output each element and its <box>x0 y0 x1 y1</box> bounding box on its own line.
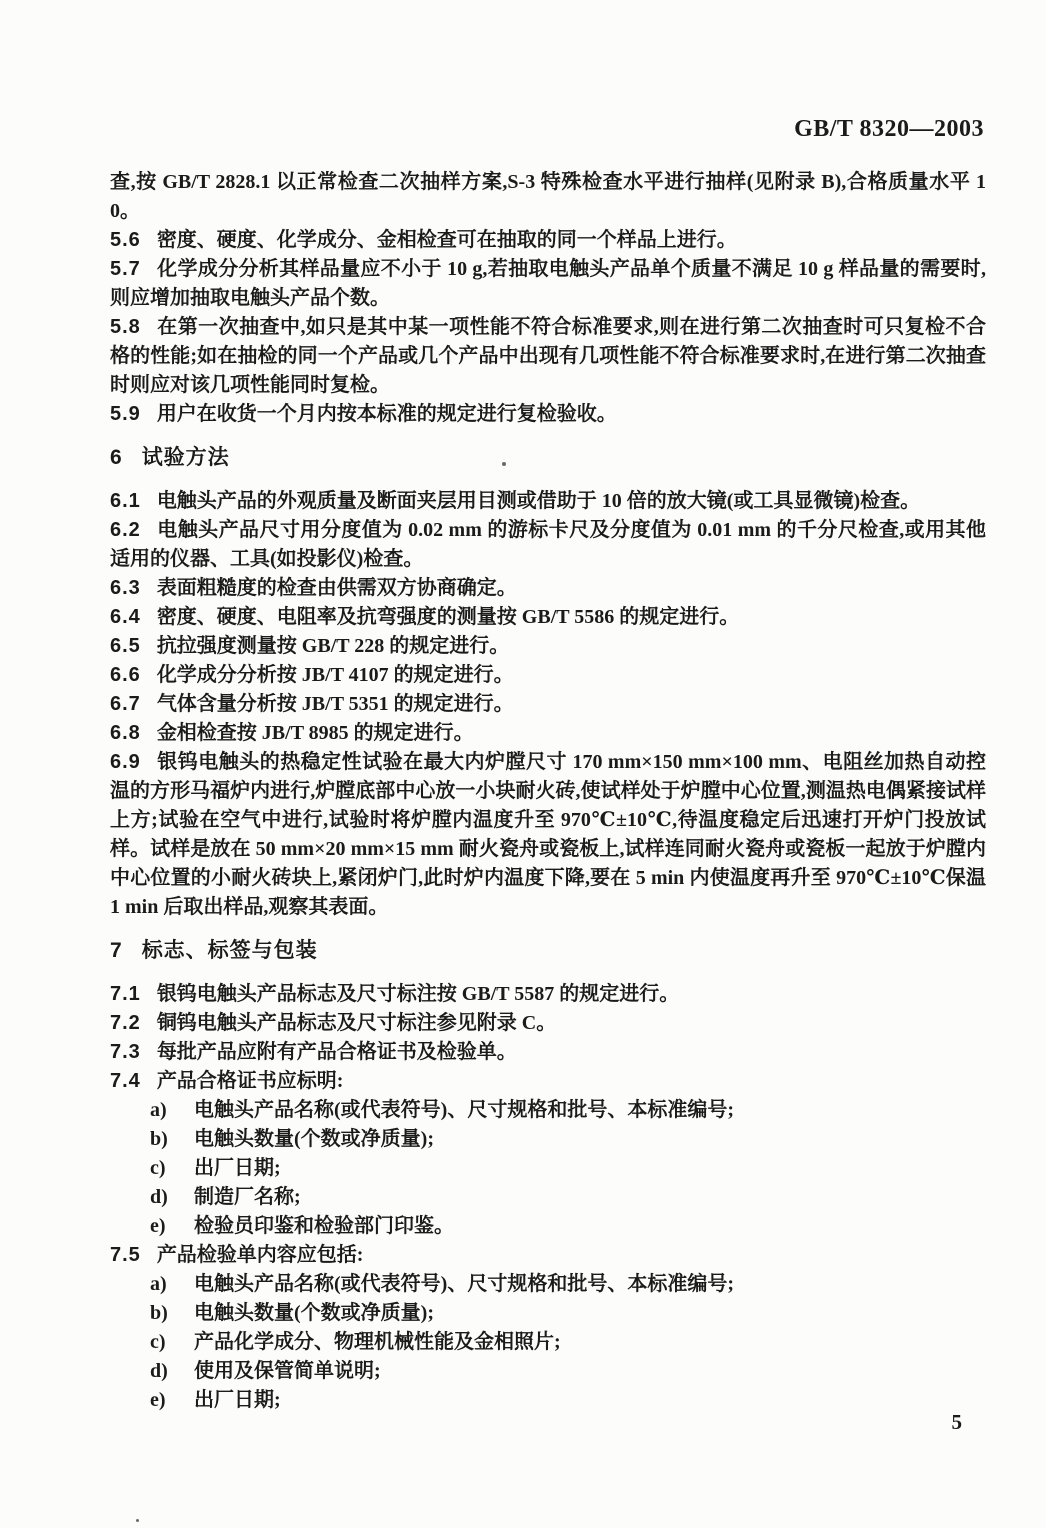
list-text: 出厂日期; <box>194 1157 281 1179</box>
clause-text: 抗拉强度测量按 GB/T 228 的规定进行。 <box>156 635 510 657</box>
list-item-7-5-e <box>110 1386 986 1415</box>
clause-text: 银钨电触头的热稳定性试验在最大内炉膛尺寸 170 mm×150 mm×100 mm、电阻丝加热自动控温的方形马福炉内进行,炉膛底部中心放一小块耐火砖,使试样处于炉膛中心位置,测温热电偶紧接试样上方;试验在空气中进行,试验时将炉膛内温度升至 970℃±10℃,待温度稳定后迅速打开炉门投放试样。试样是放在 50 mm×20 mm×15 mm 耐火瓷舟或瓷板上,试样连同耐火瓷舟或瓷板一起放于炉膛内中心位置的小耐火砖块上,紧闭炉门,此时炉内温度下降,要在 5 min 内使温度再升至 970℃±10℃保温 1 min 后取出样品,观察其表面。 <box>110 751 986 918</box>
clause-text: 产品检验单内容应包括: <box>156 1244 364 1266</box>
list-marker: b) <box>150 1128 168 1150</box>
clause-text: 用户在收货一个月内按本标准的规定进行复检验收。 <box>156 403 617 425</box>
list-text: 产品化学成分、物理机械性能及金相照片; <box>194 1331 561 1353</box>
list-marker: e) <box>150 1389 166 1411</box>
clause-number: 5.9 <box>110 403 141 425</box>
list-marker: a) <box>150 1099 167 1121</box>
section-6-heading <box>110 443 986 472</box>
clause-number: 7.5 <box>110 1244 141 1266</box>
list-item-7-4-e <box>110 1212 986 1241</box>
list-text: 电触头数量(个数或净质量); <box>194 1128 434 1150</box>
clause-number: 6.4 <box>110 606 141 628</box>
list-item-7-4-a <box>110 1096 986 1125</box>
clause-6-1 <box>110 487 986 516</box>
clause-text: 铜钨电触头产品标志及尺寸标注参见附录 C。 <box>156 1012 557 1034</box>
section-7-heading <box>110 936 986 965</box>
page-number: 5 <box>951 1410 962 1434</box>
clause-text: 产品合格证书应标明: <box>156 1070 344 1092</box>
clause-7-5 <box>110 1241 986 1270</box>
clause-text: 金相检查按 JB/T 8985 的规定进行。 <box>156 722 474 744</box>
clause-6-8 <box>110 719 986 748</box>
clause-number: 6.9 <box>110 751 141 773</box>
clause-6-9 <box>110 748 986 922</box>
section-number: 6 <box>110 446 123 469</box>
clause-number: 5.8 <box>110 316 141 338</box>
clause-7-3 <box>110 1038 986 1067</box>
clause-text: 化学成分分析按 JB/T 4107 的规定进行。 <box>156 664 514 686</box>
section-number: 7 <box>110 939 123 962</box>
scan-artifact-dot <box>136 1519 139 1522</box>
clause-text: 密度、硬度、电阻率及抗弯强度的测量按 GB/T 5586 的规定进行。 <box>156 606 740 628</box>
clause-number: 7.1 <box>110 983 141 1005</box>
clause-text: 密度、硬度、化学成分、金相检查可在抽取的同一个样品上进行。 <box>156 229 737 251</box>
clause-text: 化学成分分析其样品量应不小于 10 g,若抽取电触头产品单个质量不满足 10 g 样品量的需要时,则应增加抽取电触头产品个数。 <box>110 258 986 309</box>
clause-number: 6.5 <box>110 635 141 657</box>
list-text: 使用及保管简单说明; <box>194 1360 381 1382</box>
clause-number: 5.6 <box>110 229 141 251</box>
clause-6-6 <box>110 661 986 690</box>
list-text: 出厂日期; <box>194 1389 281 1411</box>
list-item-7-5-a <box>110 1270 986 1299</box>
clause-number: 6.7 <box>110 693 141 715</box>
page-body <box>110 168 986 1415</box>
clause-6-5 <box>110 632 986 661</box>
list-item-7-5-d <box>110 1357 986 1386</box>
clause-7-1 <box>110 980 986 1009</box>
list-item-7-4-c <box>110 1154 986 1183</box>
list-marker: a) <box>150 1273 167 1295</box>
clause-number: 7.3 <box>110 1041 141 1063</box>
list-marker: c) <box>150 1331 166 1353</box>
list-marker: c) <box>150 1157 166 1179</box>
list-item-7-4-b <box>110 1125 986 1154</box>
clause-7-2 <box>110 1009 986 1038</box>
list-item-7-5-c <box>110 1328 986 1357</box>
clause-number: 6.1 <box>110 490 141 512</box>
clause-text: 银钨电触头产品标志及尺寸标注按 GB/T 5587 的规定进行。 <box>156 983 680 1005</box>
clause-number: 6.2 <box>110 519 141 541</box>
scan-artifact-dot <box>502 462 506 466</box>
list-item-7-4-d <box>110 1183 986 1212</box>
section-title: 试验方法 <box>141 446 230 469</box>
list-marker: d) <box>150 1186 168 1208</box>
clause-6-7 <box>110 690 986 719</box>
list-marker: e) <box>150 1215 166 1237</box>
standard-code: GB/T 8320—2003 <box>794 116 984 142</box>
clause-5-7 <box>110 255 986 313</box>
clause-6-2 <box>110 516 986 574</box>
list-text: 检验员印鉴和检验部门印鉴。 <box>194 1215 454 1237</box>
clause-number: 6.6 <box>110 664 141 686</box>
clause-5-9 <box>110 400 986 429</box>
clause-text: 电触头产品的外观质量及断面夹层用目测或借助于 10 倍的放大镜(或工具显微镜)检查。 <box>156 490 921 512</box>
clause-number: 7.2 <box>110 1012 141 1034</box>
list-text: 电触头产品名称(或代表符号)、尺寸规格和批号、本标准编号; <box>194 1273 734 1295</box>
clause-number: 6.8 <box>110 722 141 744</box>
clause-5-8 <box>110 313 986 400</box>
section-title: 标志、标签与包装 <box>141 939 318 962</box>
clause-number: 7.4 <box>110 1070 141 1092</box>
list-marker: d) <box>150 1360 168 1382</box>
clause-text: 每批产品应附有产品合格证书及检验单。 <box>156 1041 517 1063</box>
clause-7-4 <box>110 1067 986 1096</box>
clause-6-3 <box>110 574 986 603</box>
clause-6-4 <box>110 603 986 632</box>
list-text: 电触头数量(个数或净质量); <box>194 1302 434 1324</box>
paragraph-continuation: 查,按 GB/T 2828.1 以正常检查二次抽样方案,S-3 特殊检查水平进行抽样(见附录 B),合格质量水平 10。 <box>110 171 986 222</box>
clause-5-6 <box>110 226 986 255</box>
clause-text: 在第一次抽查中,如只是其中某一项性能不符合标准要求,则在进行第二次抽查时可只复检不合格的性能;如在抽检的同一个产品或几个产品中出现有几项性能不符合标准要求时,在进行第二次抽查时则应对该几项性能同时复检。 <box>110 316 986 396</box>
list-marker: b) <box>150 1302 168 1324</box>
list-item-7-5-b <box>110 1299 986 1328</box>
clause-number: 5.7 <box>110 258 141 280</box>
clause-number: 6.3 <box>110 577 141 599</box>
list-text: 电触头产品名称(或代表符号)、尺寸规格和批号、本标准编号; <box>194 1099 734 1121</box>
clause-text: 气体含量分析按 JB/T 5351 的规定进行。 <box>156 693 514 715</box>
list-text: 制造厂名称; <box>194 1186 301 1208</box>
clause-text: 电触头产品尺寸用分度值为 0.02 mm 的游标卡尺及分度值为 0.01 mm 的千分尺检查,或用其他适用的仪器、工具(如投影仪)检查。 <box>110 519 986 570</box>
clause-text: 表面粗糙度的检查由供需双方协商确定。 <box>156 577 517 599</box>
